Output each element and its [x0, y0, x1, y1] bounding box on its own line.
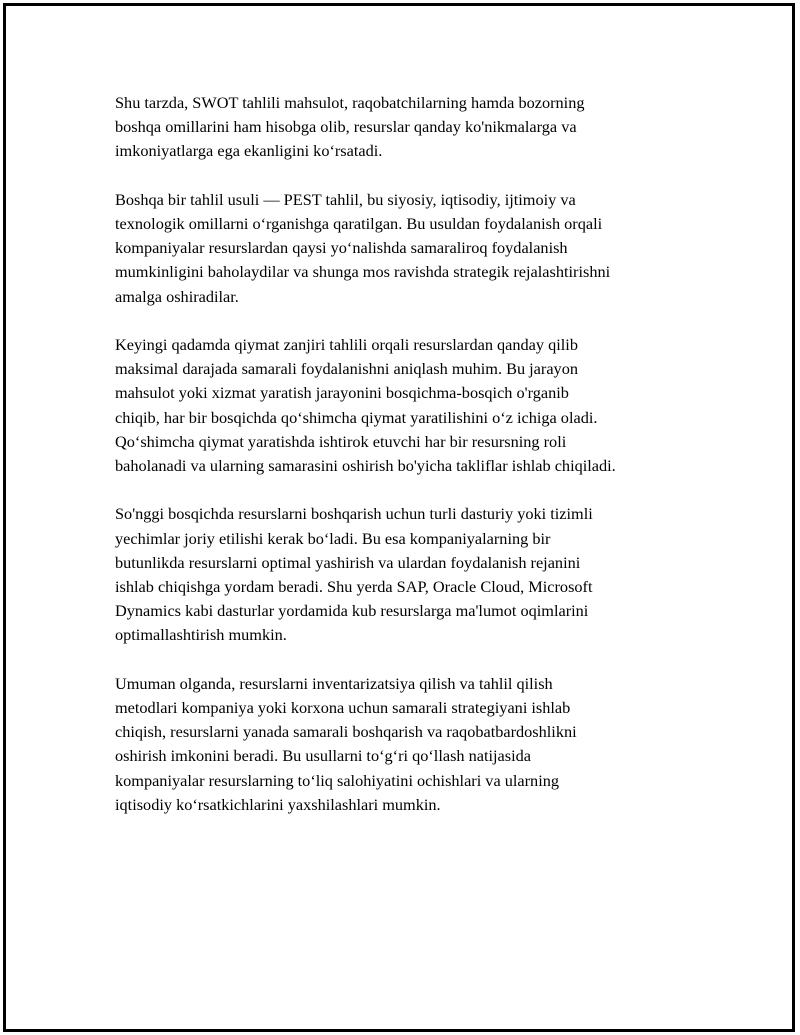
text-line: ishlab chiqishga yordam beradi. Shu yerda SAP, Oracle Cloud, Microsoft — [115, 577, 593, 597]
text-line: amalga oshiradilar. — [115, 286, 239, 306]
text-line: oshirish imkonini beradi. Bu usullarni to‘g‘ri qo‘llash natijasida — [115, 746, 532, 766]
text-line: kompaniyalar resurslarning to‘liq salohiyatini ochishlari va ularning — [115, 770, 560, 790]
text-line: optimallashtirish mumkin. — [115, 625, 287, 645]
paragraph-software — [115, 502, 695, 647]
paragraph-value-chain — [115, 333, 695, 478]
text-line: boshqa omillarini ham hisobga olib, resurslar qanday ko'nikmalarga va — [115, 117, 577, 137]
paragraph-pest — [115, 188, 695, 309]
text-line: So'nggi bosqichda resurslarni boshqarish uchun turli dasturiy yoki tizimli — [115, 504, 593, 524]
text-line: metodlari kompaniya yoki korxona uchun samarali strategiyani ishlab — [115, 698, 571, 718]
text-line: chiqish, resurslarni yanada samarali boshqarish va raqobatbardoshlikni — [115, 722, 577, 742]
text-line: imkoniyatlarga ega ekanligini ko‘rsatadi. — [115, 141, 383, 161]
text-line: texnologik omillarni o‘rganishga qaratilgan. Bu usuldan foydalanish orqali — [115, 214, 603, 233]
text-line: baholanadi va ularning samarasini oshirish bo'yicha takliflar ishlab chiqiladi. — [115, 456, 616, 476]
text-line: Dynamics kabi dasturlar yordamida kub resurslarga ma'lumot oqimlarini — [115, 601, 589, 621]
text-line: butunlikda resurslarni optimal yashirish va ulardan foydalanish rejanini — [115, 552, 581, 572]
text-line: kompaniyalar resurslardan qaysi yo‘nalishda samaraliroq foydalanish — [115, 238, 568, 258]
document-body — [115, 91, 695, 841]
text-line: Shu tarzda, SWOT tahlili mahsulot, raqobatchilarning hamda bozorning — [115, 93, 585, 112]
text-line: mahsulot yoki xizmat yaratish jarayonini bosqichma-bosqich o'rganib — [115, 383, 569, 403]
text-line: maksimal darajada samarali foydalanishni aniqlash muhim. Bu jarayon — [115, 359, 578, 379]
text-line: yechimlar joriy etilishi kerak bo‘ladi. Bu esa kompaniyalarning bir — [115, 528, 551, 548]
text-line: Keyingi qadamda qiymat zanjiri tahlili orqali resurslardan qanday qilib — [115, 335, 578, 354]
text-line: Qo‘shimcha qiymat yaratishda ishtirok etuvchi har bir resursning roli — [115, 431, 567, 451]
text-line: mumkinligini baholaydilar va shunga mos ravishda strategik rejalashtirishni — [115, 262, 611, 282]
text-line: chiqib, har bir bosqichda qo‘shimcha qiymat yaratilishini o‘z ichiga oladi. — [115, 407, 598, 427]
text-line: iqtisodiy ko‘rsatkichlarini yaxshilashlari mumkin. — [115, 794, 441, 814]
paragraph-swot — [115, 91, 695, 164]
paragraph-conclusion — [115, 672, 695, 817]
text-line: Umuman olganda, resurslarni inventarizatsiya qilish va tahlil qilish — [115, 673, 553, 693]
text-line: Boshqa bir tahlil usuli — PEST tahlil, bu siyosiy, iqtisodiy, ijtimoiy va — [115, 189, 576, 209]
